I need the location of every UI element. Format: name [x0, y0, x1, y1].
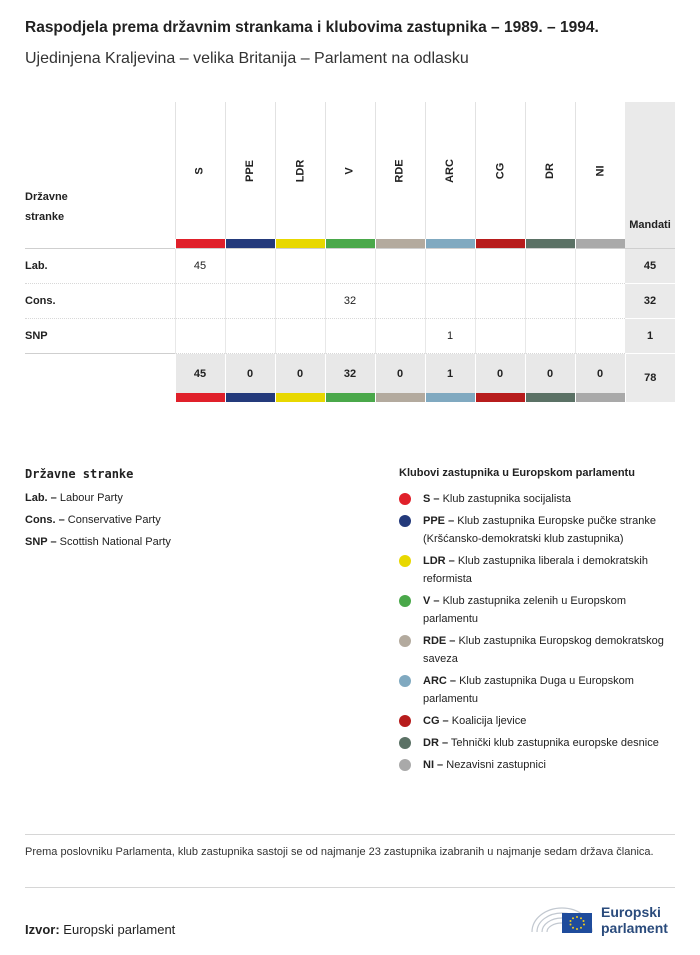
group-fullname: Klub zastupnika Duga u Europskom parlamentu	[423, 675, 634, 705]
party-name: Lab.	[25, 249, 175, 284]
seat-cell	[475, 249, 525, 284]
seat-cell	[375, 319, 425, 354]
group-legend-item	[399, 552, 681, 588]
seat-cell	[375, 249, 425, 284]
group-color-bar-ni	[575, 393, 625, 402]
group-fullname: Klub zastupnika socijalista	[442, 493, 571, 505]
group-abbr: CG –	[423, 715, 449, 727]
group-header-v	[325, 102, 375, 239]
group-fullname: Koalicija ljevice	[451, 715, 527, 727]
seat-cell	[375, 284, 425, 319]
chart-title: Raspodjela prema državnim strankama i klubovima zastupnika – 1989. – 1994.	[25, 19, 599, 36]
group-fullname: Klub zastupnika Europske pučke stranke (Kršćansko-demokratski klub zastupnika)	[423, 515, 656, 545]
group-color-dot	[399, 595, 411, 607]
grand-total: 78	[625, 354, 675, 403]
group-total: 0	[275, 354, 325, 394]
group-color-bar-ni	[575, 239, 625, 249]
seat-cell	[175, 284, 225, 319]
group-color-dot	[399, 493, 411, 505]
group-header-arc	[425, 102, 475, 239]
footnote: Prema poslovniku Parlamenta, klub zastupnika sastoji se od najmanje 23 zastupnika izabranih u najmanje sedam država članica.	[25, 846, 654, 858]
group-color-dot	[399, 555, 411, 567]
group-color-dot	[399, 737, 411, 749]
group-abbr: LDR –	[423, 555, 455, 567]
logo-line2: parlament	[601, 920, 668, 936]
seat-cell	[575, 249, 625, 284]
group-color-dot	[399, 715, 411, 727]
group-color-dot	[399, 515, 411, 527]
seat-cell	[525, 284, 575, 319]
group-abbr: PPE –	[423, 515, 455, 527]
group-fullname: Klub zastupnika zelenih u Europskom parlamentu	[423, 595, 627, 625]
seat-cell	[175, 319, 225, 354]
group-header-ldr	[275, 102, 325, 239]
group-legend-item	[399, 592, 681, 628]
mandates-header: Mandati	[625, 102, 675, 239]
hemicycle-icon	[528, 898, 600, 938]
group-color-bar-rde	[375, 393, 425, 402]
seat-cell	[525, 249, 575, 284]
group-fullname: Tehnički klub zastupnika europske desnice	[450, 737, 659, 749]
seat-cell	[275, 284, 325, 319]
table-row	[25, 284, 675, 319]
seat-cell	[275, 249, 325, 284]
seat-cell	[475, 319, 525, 354]
group-legend-item	[399, 632, 681, 668]
party-fullname: Conservative Party	[67, 514, 161, 526]
group-total: 0	[575, 354, 625, 394]
seat-cell	[425, 249, 475, 284]
chart-subtitle: Ujedinjena Kraljevina – velika Britanija – Parlament na odlasku	[25, 50, 469, 67]
party-mandates: 45	[625, 249, 675, 284]
group-color-bar-v	[325, 393, 375, 402]
group-header-s	[175, 102, 225, 239]
group-abbr: V –	[423, 595, 440, 607]
party-mandates: 1	[625, 319, 675, 354]
group-color-bar-ldr	[275, 239, 325, 249]
group-total: 32	[325, 354, 375, 394]
group-color-bar-arc	[425, 239, 475, 249]
group-total: 0	[525, 354, 575, 394]
group-header-rde	[375, 102, 425, 239]
group-legend-item	[399, 734, 681, 752]
seat-cell	[225, 284, 275, 319]
party-abbr: Cons. –	[25, 514, 65, 526]
group-header-label: PPE	[243, 159, 256, 182]
party-legend-heading: Državne stranke	[25, 467, 134, 481]
seat-cell	[575, 319, 625, 354]
group-color-bar-ppe	[225, 393, 275, 402]
seat-cell	[425, 284, 475, 319]
group-fullname: Nezavisni zastupnici	[446, 759, 546, 771]
source-value: Europski parlament	[63, 922, 176, 937]
group-color-bar-dr	[525, 393, 575, 402]
group-color-bar-s	[175, 239, 225, 249]
party-fullname: Labour Party	[59, 492, 123, 504]
divider	[25, 887, 675, 888]
group-color-bar-dr	[525, 239, 575, 249]
group-header-label: CG	[494, 162, 506, 179]
group-color-bar-cg	[475, 393, 525, 402]
logo-line1: Europski	[601, 904, 661, 920]
party-abbr: SNP –	[25, 536, 57, 548]
group-color-bar-v	[325, 239, 375, 249]
group-abbr: ARC –	[423, 675, 457, 687]
group-legend-item	[399, 712, 681, 730]
group-color-dot	[399, 635, 411, 647]
seat-cell	[575, 284, 625, 319]
group-header-cg	[475, 102, 525, 239]
seat-cell	[475, 284, 525, 319]
seat-cell: 1	[425, 319, 475, 354]
group-color-dot	[399, 759, 411, 771]
party-legend-item	[25, 513, 365, 527]
group-legend-item	[399, 512, 681, 548]
seat-cell: 32	[325, 284, 375, 319]
seat-cell	[275, 319, 325, 354]
group-total: 45	[175, 354, 225, 394]
group-header-label: LDR	[293, 159, 306, 182]
group-legend-heading: Klubovi zastupnika u Europskom parlamentu	[399, 467, 635, 479]
seat-cell	[225, 319, 275, 354]
group-header-label: ARC	[444, 158, 456, 183]
table-row	[25, 319, 675, 354]
group-header-label: DR	[543, 162, 556, 179]
group-color-bar-s	[175, 393, 225, 402]
group-color-dot	[399, 675, 411, 687]
group-total: 0	[225, 354, 275, 394]
source-line	[25, 922, 175, 937]
group-header-label: S	[194, 166, 206, 175]
group-legend-item	[399, 672, 681, 708]
group-abbr: DR –	[423, 737, 449, 749]
group-color-bar-ldr	[275, 393, 325, 402]
group-header-label: RDE	[393, 158, 406, 183]
group-legend-item	[399, 490, 681, 508]
table-row	[25, 249, 675, 284]
group-color-bar-cg	[475, 239, 525, 249]
seat-cell	[225, 249, 275, 284]
group-abbr: NI –	[423, 759, 444, 771]
group-abbr: S –	[423, 493, 440, 505]
party-fullname: Scottish National Party	[59, 536, 171, 548]
group-header-dr	[525, 102, 575, 239]
party-legend	[25, 467, 365, 557]
group-color-bar-rde	[375, 239, 425, 249]
group-total: 0	[475, 354, 525, 394]
group-color-bar-ppe	[225, 239, 275, 249]
party-legend-item	[25, 491, 365, 505]
party-abbr: Lab. –	[25, 492, 57, 504]
group-fullname: Klub zastupnika Europskog demokratskog saveza	[423, 635, 664, 665]
seat-distribution-table	[25, 102, 675, 402]
group-fullname: Klub zastupnika liberala i demokratskih reformista	[423, 555, 648, 585]
group-legend	[399, 467, 681, 778]
group-header-ppe	[225, 102, 275, 239]
seat-cell	[325, 319, 375, 354]
ep-logo	[528, 898, 678, 938]
party-name: SNP	[25, 319, 175, 354]
corner-label: Državne stranke	[25, 191, 68, 223]
group-legend-item	[399, 756, 681, 774]
seat-cell: 45	[175, 249, 225, 284]
party-mandates: 32	[625, 284, 675, 319]
group-total: 1	[425, 354, 475, 394]
divider	[25, 834, 675, 835]
group-abbr: RDE –	[423, 635, 456, 647]
source-label: Izvor:	[25, 922, 60, 937]
group-header-ni	[575, 102, 625, 239]
party-name: Cons.	[25, 284, 175, 319]
party-legend-item	[25, 535, 365, 549]
group-header-label: V	[344, 166, 356, 175]
seat-cell	[525, 319, 575, 354]
group-total: 0	[375, 354, 425, 394]
group-header-label: NI	[594, 165, 607, 176]
seat-cell	[325, 249, 375, 284]
group-color-bar-arc	[425, 393, 475, 402]
